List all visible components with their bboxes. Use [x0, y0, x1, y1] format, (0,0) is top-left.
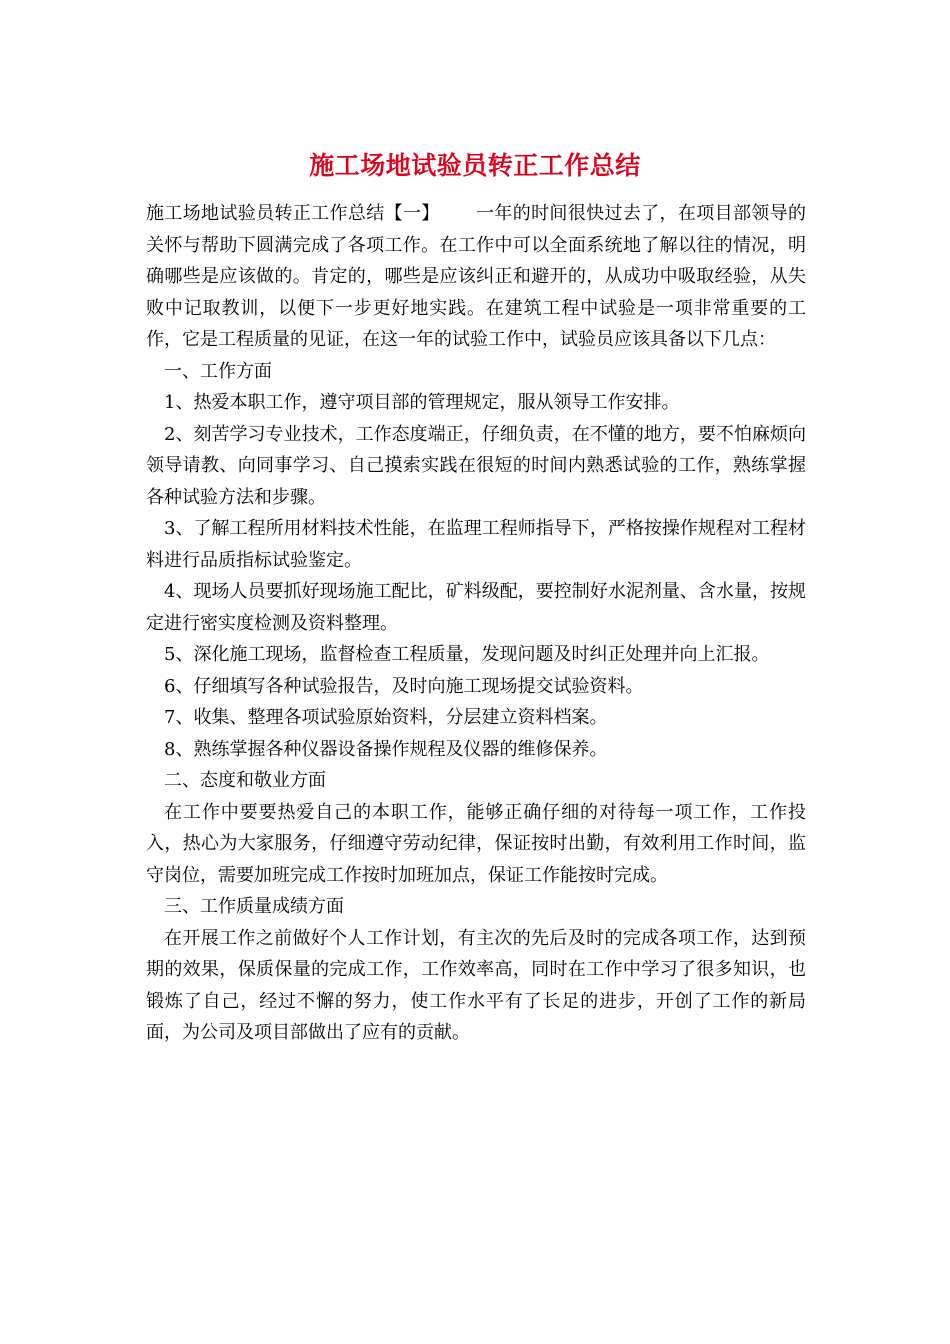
intro-text: 一年的时间很快过去了，在项目部领导的关怀与帮助下圆满完成了各项工作。在工作中可以全面系统地了解以往的情况，明确哪些是应该做的。肯定的，哪些是应该纠正和避开的，从成功中吸取经验，从失败中记取教训，以便下一步更好地实践。在建筑工程中试验是一项非常重要的工作，它是工程质量的见证，在这一年的试验工作中，试验员应该具备以下几点： [146, 203, 807, 350]
intro-paragraph [146, 198, 806, 356]
section-heading-work: 一、工作方面 [164, 360, 272, 382]
list-item: 3、了解工程所用材料技术性能，在监理工程师指导下，严格按操作规程对工程材料进行品质指标试验鉴定。 [146, 518, 806, 571]
list-item: 1、热爱本职工作，遵守项目部的管理规定，服从领导工作安排。 [164, 392, 680, 413]
list-item: 2、刻苦学习专业技术，工作态度端正，仔细负责，在不懂的地方，要不怕麻烦向领导请教、向同事学习、自己摸索实践在很短的时间内熟悉试验的工作，熟练掌握各种试验方法和步骤。 [146, 423, 806, 508]
document-title: 施工场地试验员转正工作总结 [309, 151, 641, 180]
document-body [146, 198, 806, 1049]
list-item: 4、现场人员要抓好现场施工配比，矿料级配，要控制好水泥剂量、含水量，按规定进行密实度检测及资料整理。 [146, 581, 806, 634]
section-heading-quality: 三、工作质量成绩方面 [164, 896, 344, 917]
list-item: 5、深化施工现场，监督检查工程质量，发现问题及时纠正处理并向上汇报。 [164, 644, 770, 665]
section-heading-attitude: 二、态度和敬业方面 [164, 770, 326, 791]
list-item: 8、熟练掌握各种仪器设备操作规程及仪器的维修保养。 [164, 738, 608, 760]
intro-lead: 施工场地试验员转正工作总结【一】 [146, 203, 440, 224]
list-item: 6、仔细填写各种试验报告，及时向施工现场提交试验资料。 [164, 675, 644, 697]
list-item: 7、收集、整理各项试验原始资料，分层建立资料档案。 [164, 707, 608, 728]
attitude-paragraph: 在工作中要要热爱自己的本职工作，能够正确仔细的对待每一项工作，工作投入，热心为大家服务，仔细遵守劳动纪律，保证按时出勤，有效利用工作时间，监守岗位，需要加班完成工作按时加班加点，保证工作能按时完成。 [146, 801, 806, 886]
quality-paragraph: 在开展工作之前做好个人工作计划，有主次的先后及时的完成各项工作，达到预期的效果，保质保量的完成工作，工作效率高，同时在工作中学习了很多知识，也锻炼了自己，经过不懈的努力，使工作水平有了长足的进步，开创了工作的新局面，为公司及项目部做出了应有的贡献。 [146, 927, 806, 1043]
